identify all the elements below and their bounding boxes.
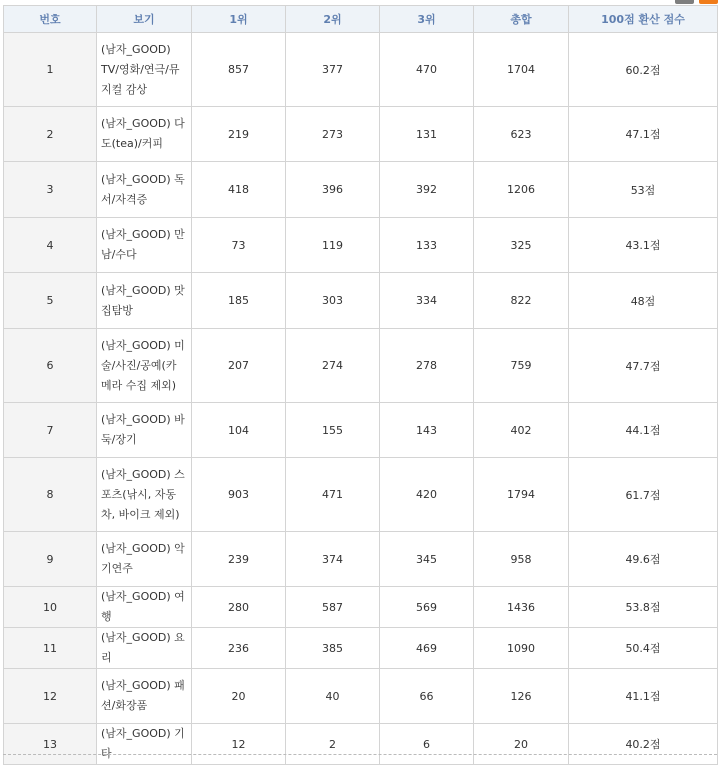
- row-total: 623: [474, 107, 569, 162]
- row-number: 13: [4, 724, 97, 765]
- gray-tab-icon[interactable]: [675, 0, 694, 4]
- header-score: 100점 환산 점수: [569, 6, 718, 33]
- row-choice: (남자_GOOD) 요리: [97, 628, 192, 669]
- row-rank1: 12: [192, 724, 286, 765]
- row-rank2: 2: [286, 724, 380, 765]
- row-score: 44.1점: [569, 403, 718, 458]
- table-row: [4, 403, 718, 458]
- row-choice: (남자_GOOD) 미술/사진/공예(카메라 수집 제외): [97, 329, 192, 403]
- row-score: 41.1점: [569, 669, 718, 724]
- table-row: [4, 273, 718, 329]
- row-rank3: 143: [380, 403, 474, 458]
- row-number: 2: [4, 107, 97, 162]
- header-total: 총합: [474, 6, 569, 33]
- row-score: 48점: [569, 273, 718, 329]
- table-row: [4, 458, 718, 532]
- row-rank2: 119: [286, 218, 380, 273]
- table-row: [4, 724, 718, 765]
- row-choice: (남자_GOOD) 패션/화장품: [97, 669, 192, 724]
- row-number: 8: [4, 458, 97, 532]
- row-score: 53점: [569, 162, 718, 218]
- row-rank2: 587: [286, 587, 380, 628]
- table-row: [4, 107, 718, 162]
- row-rank3: 131: [380, 107, 474, 162]
- header-rank2: 2위: [286, 6, 380, 33]
- row-rank1: 185: [192, 273, 286, 329]
- row-rank1: 239: [192, 532, 286, 587]
- row-rank1: 280: [192, 587, 286, 628]
- row-score: 61.7점: [569, 458, 718, 532]
- row-total: 325: [474, 218, 569, 273]
- row-rank1: 903: [192, 458, 286, 532]
- row-rank3: 133: [380, 218, 474, 273]
- row-choice: (남자_GOOD) 여행: [97, 587, 192, 628]
- row-rank2: 396: [286, 162, 380, 218]
- row-choice: (남자_GOOD) 스포츠(낚시, 자동차, 바이크 제외): [97, 458, 192, 532]
- row-rank1: 219: [192, 107, 286, 162]
- row-number: 10: [4, 587, 97, 628]
- row-total: 1704: [474, 33, 569, 107]
- row-score: 53.8점: [569, 587, 718, 628]
- row-score: 60.2점: [569, 33, 718, 107]
- header-rank1: 1위: [192, 6, 286, 33]
- results-table: [3, 5, 718, 765]
- row-rank1: 236: [192, 628, 286, 669]
- row-score: 49.6점: [569, 532, 718, 587]
- row-choice: (남자_GOOD) 맛집탐방: [97, 273, 192, 329]
- row-rank3: 469: [380, 628, 474, 669]
- row-total: 1436: [474, 587, 569, 628]
- row-rank1: 104: [192, 403, 286, 458]
- row-rank1: 20: [192, 669, 286, 724]
- row-total: 759: [474, 329, 569, 403]
- table-row: [4, 628, 718, 669]
- row-total: 126: [474, 669, 569, 724]
- row-rank1: 73: [192, 218, 286, 273]
- row-rank2: 374: [286, 532, 380, 587]
- table-row: [4, 33, 718, 107]
- row-number: 3: [4, 162, 97, 218]
- row-number: 9: [4, 532, 97, 587]
- row-total: 822: [474, 273, 569, 329]
- table-bottom-divider: [3, 754, 717, 755]
- row-rank3: 334: [380, 273, 474, 329]
- row-total: 402: [474, 403, 569, 458]
- header-rank3: 3위: [380, 6, 474, 33]
- row-total: 1090: [474, 628, 569, 669]
- row-score: 50.4점: [569, 628, 718, 669]
- table-row: [4, 587, 718, 628]
- row-total: 958: [474, 532, 569, 587]
- table-row: [4, 669, 718, 724]
- row-rank2: 155: [286, 403, 380, 458]
- row-choice: (남자_GOOD) TV/영화/연극/뮤지컬 감상: [97, 33, 192, 107]
- row-rank3: 470: [380, 33, 474, 107]
- row-rank2: 273: [286, 107, 380, 162]
- row-rank2: 377: [286, 33, 380, 107]
- row-choice: (남자_GOOD) 바둑/장기: [97, 403, 192, 458]
- header-no: 번호: [4, 6, 97, 33]
- row-choice: (남자_GOOD) 독서/자격증: [97, 162, 192, 218]
- row-number: 6: [4, 329, 97, 403]
- row-rank1: 857: [192, 33, 286, 107]
- row-rank1: 418: [192, 162, 286, 218]
- row-number: 11: [4, 628, 97, 669]
- row-total: 1794: [474, 458, 569, 532]
- row-rank3: 569: [380, 587, 474, 628]
- row-number: 7: [4, 403, 97, 458]
- row-rank3: 278: [380, 329, 474, 403]
- row-rank1: 207: [192, 329, 286, 403]
- row-choice: (남자_GOOD) 다도(tea)/커피: [97, 107, 192, 162]
- row-number: 1: [4, 33, 97, 107]
- row-total: 1206: [474, 162, 569, 218]
- table-row: [4, 532, 718, 587]
- row-rank3: 345: [380, 532, 474, 587]
- row-rank3: 420: [380, 458, 474, 532]
- row-number: 12: [4, 669, 97, 724]
- row-rank3: 66: [380, 669, 474, 724]
- table-row: [4, 218, 718, 273]
- table-row: [4, 162, 718, 218]
- row-rank3: 6: [380, 724, 474, 765]
- row-score: 43.1점: [569, 218, 718, 273]
- row-total: 20: [474, 724, 569, 765]
- row-rank2: 274: [286, 329, 380, 403]
- header-choice: 보기: [97, 6, 192, 33]
- row-choice: (남자_GOOD) 기타: [97, 724, 192, 765]
- row-score: 40.2점: [569, 724, 718, 765]
- header-row: [4, 6, 718, 33]
- table-row: [4, 329, 718, 403]
- row-number: 5: [4, 273, 97, 329]
- row-rank2: 303: [286, 273, 380, 329]
- row-rank2: 385: [286, 628, 380, 669]
- row-rank3: 392: [380, 162, 474, 218]
- row-rank2: 40: [286, 669, 380, 724]
- row-number: 4: [4, 218, 97, 273]
- row-rank2: 471: [286, 458, 380, 532]
- orange-tab-icon[interactable]: [699, 0, 718, 4]
- row-choice: (남자_GOOD) 만남/수다: [97, 218, 192, 273]
- row-choice: (남자_GOOD) 악기연주: [97, 532, 192, 587]
- row-score: 47.1점: [569, 107, 718, 162]
- row-score: 47.7점: [569, 329, 718, 403]
